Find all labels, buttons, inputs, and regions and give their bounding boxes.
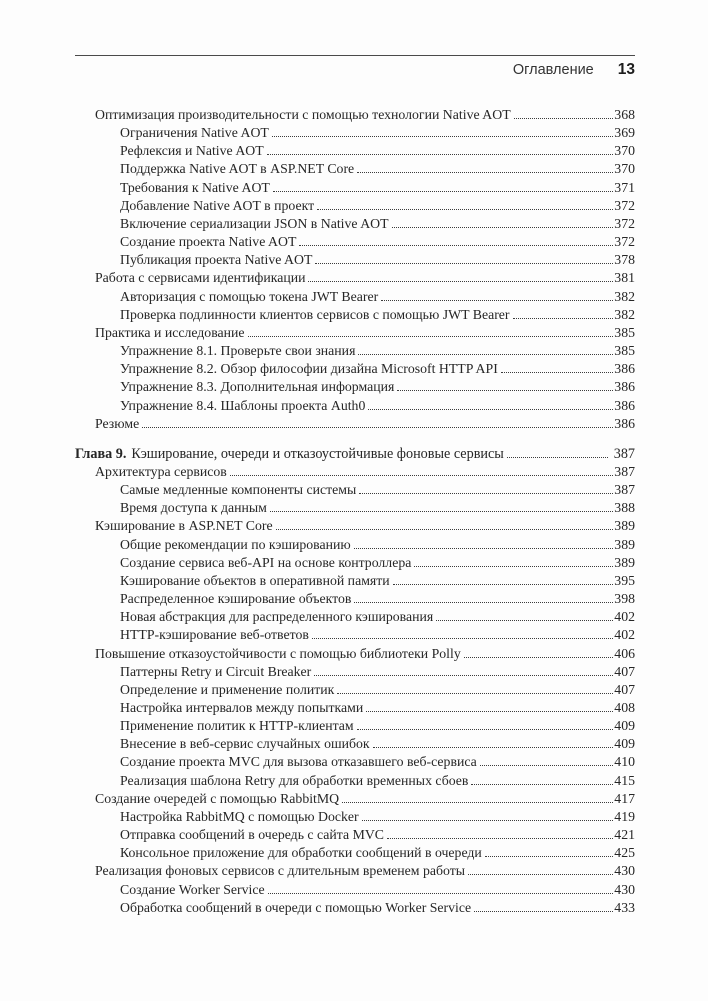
chapter-prefix: Глава 9. [75, 445, 127, 462]
entry-page: 415 [614, 772, 635, 788]
header-rule [75, 55, 635, 56]
dot-leader [359, 493, 613, 494]
entry-title: Создание проекта Native AOT [120, 234, 297, 250]
entry-title: Упражнение 8.2. Обзор философии дизайна Microsoft HTTP API [120, 361, 498, 377]
toc-entry [75, 215, 635, 233]
toc-entry [75, 681, 635, 699]
dot-leader [436, 620, 613, 621]
dot-leader [381, 300, 613, 301]
toc-entry [75, 463, 635, 481]
dot-leader [468, 874, 613, 875]
toc-entry [75, 790, 635, 808]
dot-leader [357, 729, 614, 730]
toc-list [75, 106, 635, 917]
dot-leader [485, 856, 613, 857]
toc-entry [75, 269, 635, 287]
toc-entry [75, 324, 635, 342]
entry-page: 372 [614, 197, 635, 213]
toc-entry [75, 288, 635, 306]
entry-title: Рефлексия и Native AOT [120, 143, 264, 159]
entry-page: 386 [614, 397, 635, 413]
dot-leader [337, 693, 613, 694]
entry-page: 402 [614, 609, 635, 625]
toc-entry [75, 342, 635, 360]
entry-page: 369 [614, 125, 635, 141]
toc-entry [75, 499, 635, 517]
dot-leader [354, 548, 614, 549]
dot-leader [354, 602, 613, 603]
entry-title: Самые медленные компоненты системы [120, 482, 357, 498]
toc-entry [75, 590, 635, 608]
dot-leader [464, 657, 614, 658]
dot-leader [230, 475, 614, 476]
dot-leader [248, 336, 614, 337]
toc-entry [75, 124, 635, 142]
toc-entry [75, 626, 635, 644]
entry-page: 421 [614, 827, 635, 843]
header-title: Оглавление [512, 62, 594, 78]
toc-entry [75, 179, 635, 197]
entry-page: 387 [613, 445, 635, 462]
toc-entry [75, 772, 635, 790]
entry-title: Добавление Native AOT в проект [120, 197, 315, 213]
toc-entry [75, 753, 635, 771]
toc-entry [75, 554, 635, 572]
entry-title: Определение и применение политик [120, 681, 335, 697]
entry-title: Публикация проекта Native AOT [120, 252, 313, 268]
entry-page: 409 [614, 736, 635, 752]
entry-page: 389 [614, 518, 635, 534]
entry-title: Кэширование, очереди и отказоустойчивые фоновые сервисы [131, 445, 504, 462]
toc-entry [75, 844, 635, 862]
entry-title: Упражнение 8.3. Дополнительная информация [120, 379, 395, 395]
toc-entry [75, 699, 635, 717]
entry-page: 402 [614, 627, 635, 643]
entry-title: Оптимизация производительности с помощью технологии Native AOT [95, 107, 511, 122]
entry-title: Поддержка Native AOT в ASP.NET Core [120, 161, 355, 177]
toc-entry [75, 481, 635, 499]
dot-leader [471, 784, 613, 785]
entry-page: 381 [614, 270, 635, 286]
entry-title: Требования к Native AOT [120, 179, 270, 195]
toc-entry [75, 415, 635, 433]
entry-title: Упражнение 8.1. Проверьте свои знания [120, 343, 356, 359]
toc-entry [75, 808, 635, 826]
dot-leader [276, 529, 614, 530]
entry-page: 371 [614, 179, 635, 195]
entry-page: 372 [614, 215, 635, 231]
toc-entry [75, 645, 635, 663]
entry-page: 382 [614, 306, 635, 322]
toc-entry [75, 881, 635, 899]
entry-title: Практика и исследование [95, 324, 245, 340]
entry-title: Ограничения Native AOT [120, 125, 269, 141]
entry-page: 425 [614, 845, 635, 861]
toc-entry [75, 899, 635, 917]
entry-page: 408 [614, 700, 635, 715]
entry-page: 386 [614, 415, 635, 431]
entry-page: 387 [614, 463, 635, 479]
entry-title: Повышение отказоустойчивости с помощью библиотеки Polly [95, 645, 461, 661]
entry-page: 386 [614, 361, 635, 377]
dot-leader [362, 820, 614, 821]
toc-entry [75, 608, 635, 626]
entry-page: 387 [614, 482, 635, 498]
toc-entry [75, 378, 635, 396]
dot-leader [317, 209, 613, 210]
toc-entry [75, 397, 635, 415]
entry-page: 417 [614, 790, 635, 806]
entry-page: 389 [614, 536, 635, 552]
toc-entry [75, 536, 635, 554]
entry-title: Реализация фоновых сервисов с длительным временем работы [95, 863, 466, 879]
dot-leader [357, 172, 613, 173]
entry-title: Включение сериализации JSON в Native AOT [120, 215, 389, 231]
dot-leader [358, 354, 613, 355]
toc-entry [75, 251, 635, 269]
dot-leader [501, 372, 614, 373]
entry-title: Общие рекомендации по кэшированию [120, 536, 351, 552]
dot-leader [513, 318, 614, 319]
entry-page: 378 [614, 252, 635, 268]
entry-title: Авторизация с помощью токена JWT Bearer [120, 288, 379, 304]
entry-page: 407 [614, 663, 635, 679]
toc-entry [75, 862, 635, 880]
entry-page: 430 [614, 881, 635, 897]
page-header [75, 59, 635, 81]
entry-title: Архитектура сервисов [95, 463, 227, 479]
entry-page: 370 [614, 143, 635, 159]
dot-leader [267, 154, 614, 155]
dot-leader [314, 675, 613, 676]
dot-leader [142, 427, 613, 428]
header-page-number: 13 [617, 61, 635, 78]
dot-leader [414, 566, 613, 567]
entry-title: Настройка интервалов между попытками [120, 700, 364, 715]
dot-leader [308, 281, 613, 282]
dot-leader [342, 802, 613, 803]
entry-page: 388 [614, 500, 635, 516]
entry-title: Создание сервиса веб-API на основе контроллера [120, 554, 412, 570]
entry-title: Консольное приложение для обработки сообщений в очереди [120, 845, 482, 861]
entry-title: Создание проекта MVC для вызова отказавшего веб-сервиса [120, 754, 477, 770]
dot-leader [272, 136, 613, 137]
entry-title: Кэширование объектов в оперативной памяти [120, 572, 390, 588]
dot-leader [397, 390, 613, 391]
entry-page: 386 [614, 379, 635, 395]
toc-entry [75, 517, 635, 535]
entry-title: Отправка сообщений в очередь с сайта MVC [120, 827, 385, 843]
entry-title: Применение политик к HTTP-клиентам [120, 718, 354, 734]
dot-leader [299, 245, 613, 246]
entry-title: Распределенное кэширование объектов [120, 591, 352, 607]
entry-page: 410 [614, 754, 635, 770]
entry-page: 419 [614, 808, 635, 824]
entry-page: 406 [614, 645, 635, 661]
dot-leader [366, 711, 613, 712]
dot-leader [273, 191, 613, 192]
toc-entry [75, 735, 635, 753]
entry-title: Упражнение 8.4. Шаблоны проекта Auth0 [120, 397, 366, 413]
toc-entry [75, 197, 635, 215]
dot-leader [315, 263, 613, 264]
toc-entry [75, 360, 635, 378]
toc-entry [75, 445, 635, 463]
dot-leader [268, 893, 614, 894]
entry-title: Работа с сервисами идентификации [95, 270, 306, 286]
entry-page: 407 [614, 681, 635, 697]
toc-entry [75, 142, 635, 160]
dot-leader [514, 118, 614, 119]
dot-leader [392, 227, 614, 228]
dot-leader [480, 765, 614, 766]
entry-title: Новая абстракция для распределенного кэширования [120, 609, 434, 625]
dot-leader [368, 409, 613, 410]
entry-title: Время доступа к данным [120, 500, 267, 516]
entry-page: 430 [614, 863, 635, 879]
toc-entry [75, 233, 635, 251]
entry-title: Резюме [95, 415, 140, 431]
dot-leader [373, 747, 614, 748]
entry-page: 395 [614, 572, 635, 588]
dot-leader [507, 457, 608, 458]
entry-title: Обработка сообщений в очереди с помощью Worker Service [120, 899, 472, 915]
dot-leader [270, 511, 613, 512]
dot-leader [312, 638, 613, 639]
entry-page: 398 [614, 591, 635, 607]
dot-leader [393, 584, 614, 585]
toc-entry [75, 160, 635, 178]
toc-entry [75, 826, 635, 844]
entry-page: 382 [614, 288, 635, 304]
entry-page: 368 [614, 107, 635, 122]
entry-page: 372 [614, 234, 635, 250]
entry-page: 409 [614, 718, 635, 734]
toc-entry [75, 106, 635, 124]
entry-page: 389 [614, 554, 635, 570]
toc-entry [75, 663, 635, 681]
entry-title: Настройка RabbitMQ с помощью Docker [120, 808, 359, 824]
entry-title: Проверка подлинности клиентов сервисов с помощью JWT Bearer [120, 306, 510, 322]
entry-title: HTTP-кэширование веб-ответов [120, 627, 309, 643]
dot-leader [474, 911, 613, 912]
toc-entry [75, 306, 635, 324]
entry-title: Реализация шаблона Retry для обработки временных сбоев [120, 772, 469, 788]
entry-page: 385 [614, 324, 635, 340]
entry-title: Создание Worker Service [120, 881, 265, 897]
entry-page: 385 [614, 343, 635, 359]
entry-title: Паттерны Retry и Circuit Breaker [120, 663, 312, 679]
entry-page: 370 [614, 161, 635, 177]
dot-leader [387, 838, 613, 839]
toc-entry [75, 572, 635, 590]
toc-entry [75, 717, 635, 735]
entry-title: Внесение в веб-сервис случайных ошибок [120, 736, 370, 752]
entry-page: 433 [614, 899, 635, 915]
entry-title: Кэширование в ASP.NET Core [95, 518, 273, 534]
entry-title: Создание очередей с помощью RabbitMQ [95, 790, 340, 806]
